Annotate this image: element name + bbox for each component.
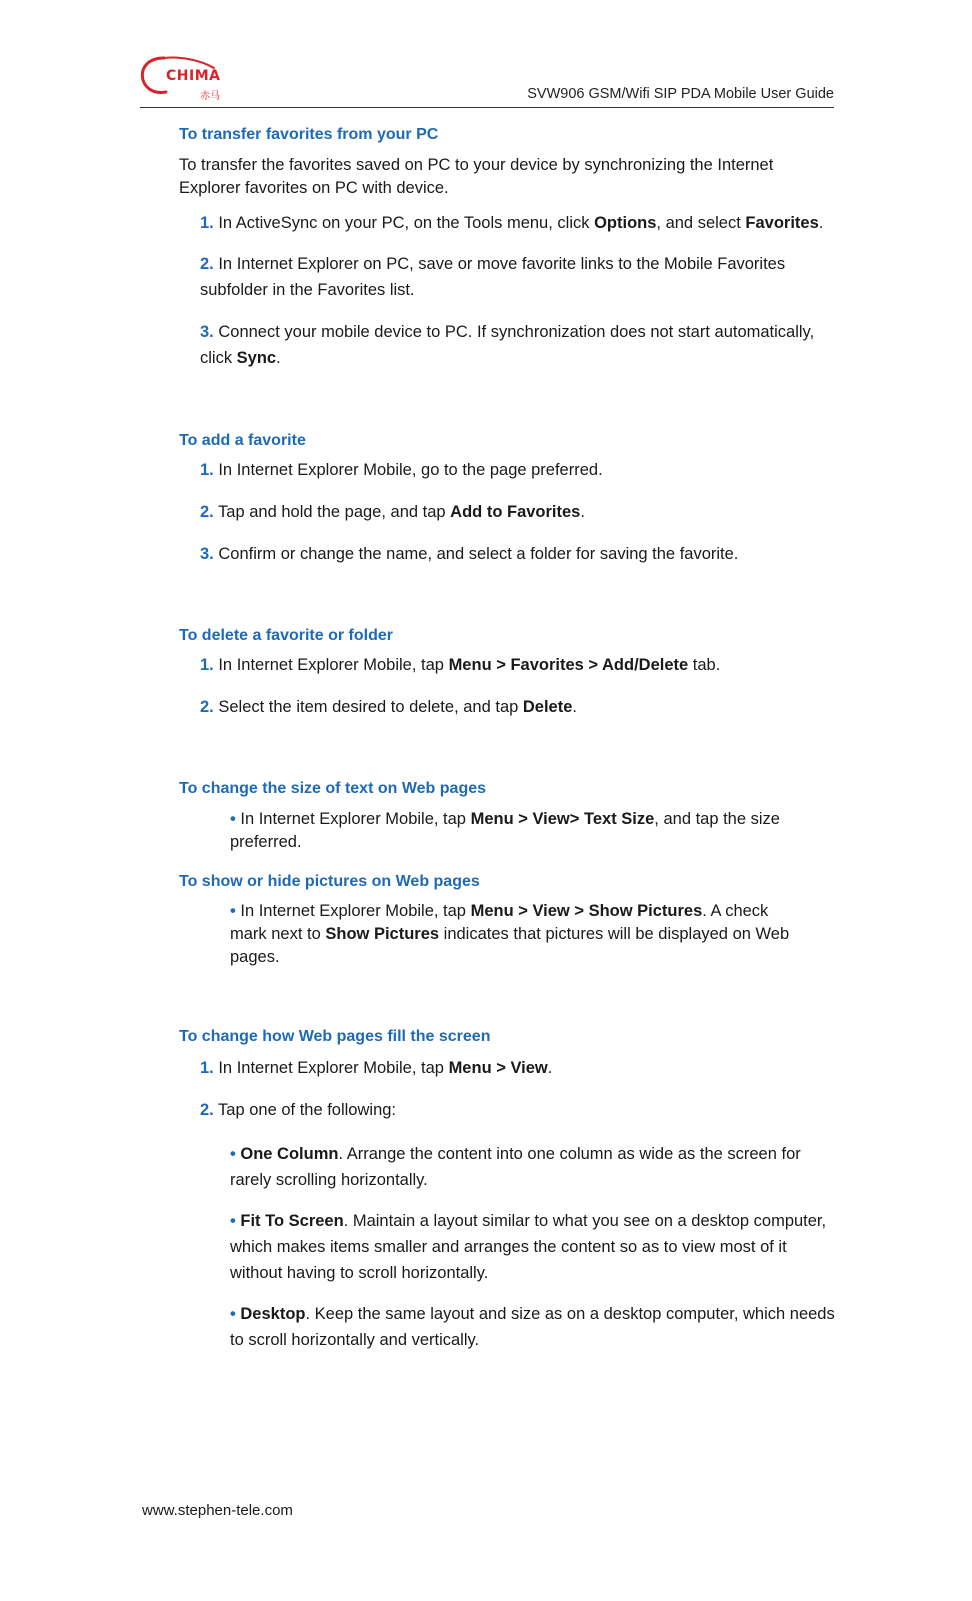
delete-step-1: 1. In Internet Explorer Mobile, tap Menu > Favorites > Add/Delete tab. [200,656,721,674]
bullet-dot: • [230,902,236,920]
add-step-1: 1. In Internet Explorer Mobile, go to the page preferred. [200,461,603,479]
bullet-dot: • [230,1145,236,1163]
page-content [179,125,839,1353]
textsize-bullet: • In Internet Explorer Mobile, tap Menu > View> Text Size, and tap the size preferred. [230,810,780,851]
logo-subtext: 赤马 [200,91,220,102]
fill-option-desktop: • Desktop. Keep the same layout and size as on a desktop computer, which needs to scroll horizontally and vertically. [230,1305,835,1349]
delete-step-2: 2. Select the item desired to delete, and tap Delete. [200,698,577,716]
section-heading-fill: To change how Web pages fill the screen [179,1028,491,1045]
bullet-dot: • [230,1305,236,1323]
fill-option-fit-to-screen: • Fit To Screen. Maintain a layout similar to what you see on a desktop computer, which makes items smaller and arranges the content so as to view most of it without having to scroll horizontally. [230,1212,827,1282]
transfer-step-1: 1. In ActiveSync on your PC, on the Tools menu, click Options, and select Favorites. [200,214,824,232]
transfer-step-3: 3. Connect your mobile device to PC. If synchronization does not start automatically, click Sync. [200,323,815,367]
section-heading-pictures: To show or hide pictures on Web pages [179,873,480,890]
section-heading-textsize: To change the size of text on Web pages [179,780,487,797]
add-step-2: 2. Tap and hold the page, and tap Add to Favorites. [200,503,585,521]
footer-url: www.stephen-tele.com [142,1502,293,1519]
fill-step-2: 2. Tap one of the following: [200,1101,397,1119]
fill-step-1: 1. In Internet Explorer Mobile, tap Menu > View. [200,1059,553,1077]
document-title: SVW906 GSM/Wifi SIP PDA Mobile User Guide [527,86,834,102]
section-heading-add: To add a favorite [179,432,306,449]
bullet-dot: • [230,1212,236,1230]
transfer-step-2: 2. In Internet Explorer on PC, save or move favorite links to the Mobile Favorites subfolder in the Favorites list. [200,255,786,299]
transfer-intro: To transfer the favorites saved on PC to your device by synchronizing the Internet Explorer favorites on PC with device. [179,156,774,197]
section-heading-delete: To delete a favorite or folder [179,627,393,644]
fill-option-one-column: • One Column. Arrange the content into one column as wide as the screen for rarely scrolling horizontally. [230,1145,801,1189]
add-step-3: 3. Confirm or change the name, and select a folder for saving the favorite. [200,545,739,563]
header-divider [140,107,834,108]
section-heading-transfer: To transfer favorites from your PC [179,126,439,143]
logo-text: CHIMA [166,68,221,84]
chima-logo [140,54,230,102]
pictures-bullet: • In Internet Explorer Mobile, tap Menu > View > Show Pictures. A check mark next to Show Pictures indicates that pictures will be displayed on Web pages. [230,902,790,966]
bullet-dot: • [230,810,236,828]
